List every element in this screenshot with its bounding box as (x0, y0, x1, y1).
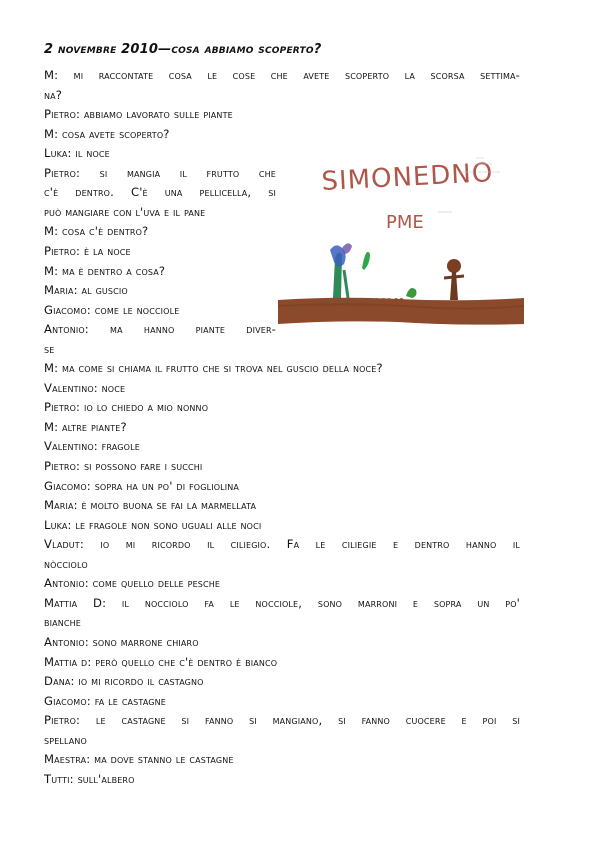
transcript-line: na? (44, 87, 63, 102)
transcript-line: Giacomo: come le nocciole (44, 302, 180, 317)
transcript-line: nòcciolo (44, 556, 88, 571)
transcript-line: Maria: è molto buona se fai la marmellata (44, 498, 257, 513)
transcript-line: Pietro: si possono fare i succhi (44, 459, 203, 473)
transcript-line: Pietro: si mangia il frutto che (44, 165, 276, 180)
transcript-line: Dana: io mi ricordo il castagno (44, 674, 204, 689)
transcript-line: Giacomo: fa le castagne (44, 693, 166, 708)
transcript-line: Vladut: io mi ricordo il ciliegio. Fa le ciliegie e dentro hanno il (44, 537, 520, 552)
transcript-line: c'è dentro. C'è una pellicella, si (44, 185, 276, 200)
transcript-line: Valentino: noce (44, 380, 126, 395)
transcript-line: spellano (44, 732, 88, 747)
child-drawing (278, 150, 524, 328)
transcript-line: Mattia d: però quello che c'è dentro è bianco (44, 654, 278, 669)
transcript-line: può mangiare con l'uva e il pane (44, 204, 206, 219)
document-title: 2 novembre 2010—cosa abbiamo scoperto? (44, 42, 322, 57)
transcript-line: Pietro: abbiamo lavorato sulle piante (44, 107, 233, 122)
transcript-line: Valentino: fragole (44, 439, 140, 454)
transcript-line: Luka: il noce (44, 146, 110, 161)
transcript-line: M: cosa avete scoperto? (44, 126, 170, 141)
transcript-line: M: altre piante? (44, 419, 127, 434)
transcript-line: Pietro: è la noce (44, 244, 131, 258)
transcript-line: Antonio: come quello delle pesche (44, 576, 221, 591)
plant-sprout (362, 252, 370, 270)
drawing-name-text: SIMONEDNO (320, 158, 495, 197)
transcript-line: Antonio: sono marrone chiaro (44, 635, 199, 649)
transcript-line: Mattia D: il nocciolo fa le nocciole, sono marroni e sopra un po' (44, 595, 520, 610)
transcript-line: Pietro: io lo chiedo a mio nonno (44, 400, 209, 415)
transcript-line: bianche (44, 615, 82, 630)
transcript-line: Tutti: sull'albero (44, 771, 135, 786)
ground (278, 298, 524, 325)
transcript-line: Maestra: ma dove stanno le castagne (44, 752, 234, 767)
transcript-line: Giacomo: sopra ha un po' di fogliolina (44, 478, 240, 493)
transcript-line: M: mi raccontate cosa le cose che avete scoperto la scorsa settima- (44, 68, 520, 82)
transcript-line: M: ma è dentro a cosa? (44, 263, 166, 278)
plant-small (406, 288, 417, 298)
transcript-line: se (44, 341, 55, 356)
tree-figure (444, 259, 464, 300)
transcript-line: M: cosa c'è dentro? (44, 224, 149, 239)
plant-left (330, 243, 352, 298)
transcript-line: Antonio: ma hanno piante diver- (44, 322, 276, 337)
drawing-subname-text: PME (386, 212, 424, 233)
transcript-line: M: ma come si chiama il frutto che si trova nel guscio della noce? (44, 361, 383, 376)
transcript-line: Maria: al guscio (44, 283, 128, 298)
transcript-line: Luka: le fragole non sono uguali alle noci (44, 517, 262, 532)
transcript-line: Pietro: le castagne si fanno si mangiano, si fanno cuocere e poi si (44, 713, 520, 728)
